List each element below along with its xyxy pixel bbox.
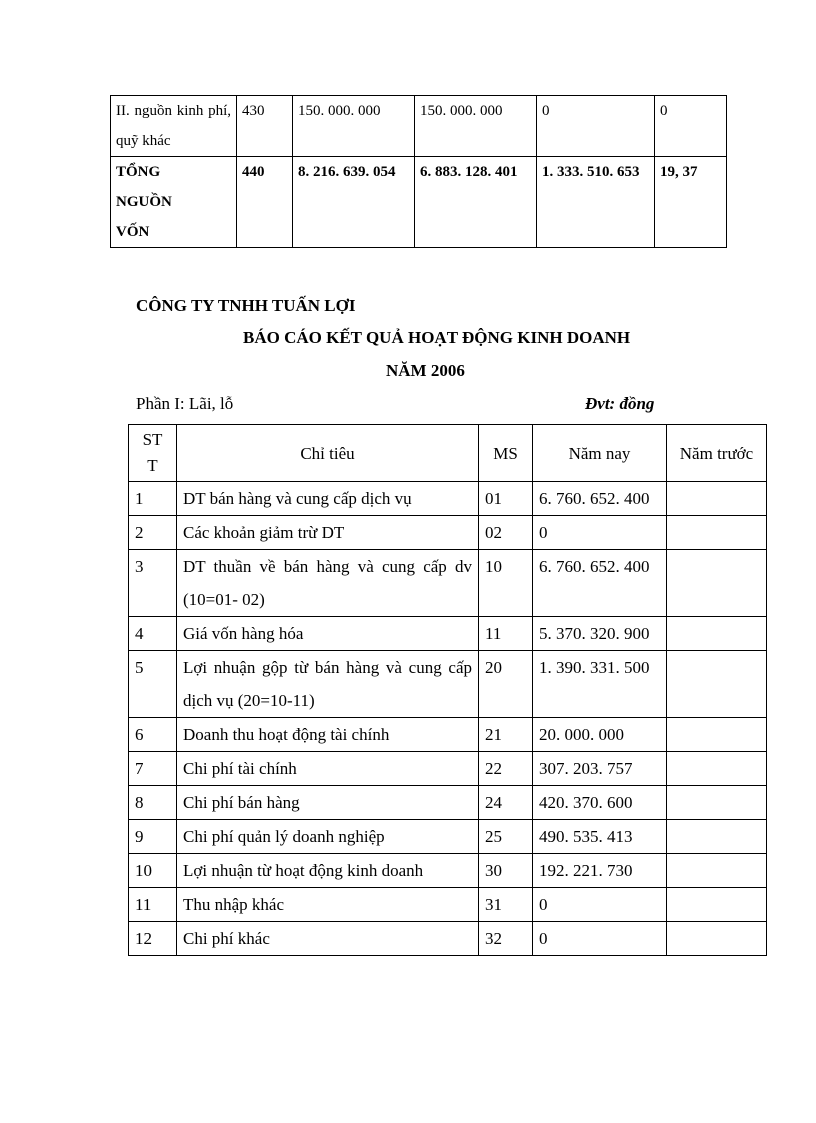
row-name: II. nguồn kinh phí, quỹ khác — [111, 96, 237, 157]
row-this-year: 0 — [533, 516, 667, 550]
header-last-year: Năm trước — [667, 425, 767, 482]
row-stt: 4 — [129, 617, 177, 651]
row-indicator: Doanh thu hoạt động tài chính — [177, 718, 479, 752]
row-stt: 8 — [129, 786, 177, 820]
row-value: 1. 333. 510. 653 — [537, 157, 655, 248]
row-ms: 30 — [479, 854, 533, 888]
row-value: 0 — [537, 96, 655, 157]
row-ms: 31 — [479, 888, 533, 922]
table-row — [129, 786, 767, 820]
row-ms: 440 — [237, 157, 293, 248]
table-row — [129, 752, 767, 786]
row-stt: 11 — [129, 888, 177, 922]
row-indicator: Các khoản giảm trừ DT — [177, 516, 479, 550]
header-stt-text: ST T — [142, 430, 163, 475]
table-header-row — [129, 425, 767, 482]
row-ms: 24 — [479, 786, 533, 820]
row-this-year: 307. 203. 757 — [533, 752, 667, 786]
row-value: 8. 216. 639. 054 — [293, 157, 415, 248]
row-stt: 10 — [129, 854, 177, 888]
table-row — [129, 820, 767, 854]
row-indicator: DT bán hàng và cung cấp dịch vụ — [177, 482, 479, 516]
row-last-year — [667, 617, 767, 651]
unit-label: Đvt: đồng — [585, 394, 655, 413]
table-row — [111, 157, 727, 248]
row-indicator: DT thuần về bán hàng và cung cấp dv (10=01- 02) — [177, 550, 479, 617]
row-ms: 22 — [479, 752, 533, 786]
row-this-year: 0 — [533, 888, 667, 922]
row-ms: 430 — [237, 96, 293, 157]
total-capital-label: TỔNG NGUỒN VỐN — [116, 164, 172, 240]
row-this-year: 20. 000. 000 — [533, 718, 667, 752]
balance-sheet-continuation-table — [110, 95, 727, 248]
row-ms: 02 — [479, 516, 533, 550]
row-last-year — [667, 651, 767, 718]
row-this-year: 5. 370. 320. 900 — [533, 617, 667, 651]
row-stt: 9 — [129, 820, 177, 854]
table-row — [129, 718, 767, 752]
header-this-year: Năm nay — [533, 425, 667, 482]
table-row — [129, 516, 767, 550]
row-indicator: Chi phí bán hàng — [177, 786, 479, 820]
row-stt: 12 — [129, 922, 177, 956]
row-last-year — [667, 718, 767, 752]
row-indicator: Lợi nhuận gộp từ bán hàng và cung cấp dịch vụ (20=10-11) — [177, 651, 479, 718]
row-ms: 11 — [479, 617, 533, 651]
row-indicator: Chi phí quản lý doanh nghiệp — [177, 820, 479, 854]
report-year: NĂM 2006 — [386, 361, 465, 380]
row-last-year — [667, 922, 767, 956]
row-value: 150. 000. 000 — [293, 96, 415, 157]
row-stt: 1 — [129, 482, 177, 516]
row-stt: 6 — [129, 718, 177, 752]
row-last-year — [667, 516, 767, 550]
row-last-year — [667, 786, 767, 820]
row-ms: 25 — [479, 820, 533, 854]
row-last-year — [667, 820, 767, 854]
header-ms: MS — [479, 425, 533, 482]
row-value: 0 — [655, 96, 727, 157]
header-stt — [129, 425, 177, 482]
row-ms: 20 — [479, 651, 533, 718]
row-last-year — [667, 888, 767, 922]
table-row — [111, 96, 727, 157]
report-table-body — [129, 482, 767, 956]
table-row — [129, 888, 767, 922]
row-stt: 2 — [129, 516, 177, 550]
row-ms: 01 — [479, 482, 533, 516]
row-this-year: 0 — [533, 922, 667, 956]
table-row — [129, 922, 767, 956]
table-row — [129, 854, 767, 888]
row-ms: 10 — [479, 550, 533, 617]
row-stt: 5 — [129, 651, 177, 718]
row-indicator: Lợi nhuận từ hoạt động kinh doanh — [177, 854, 479, 888]
row-this-year: 1. 390. 331. 500 — [533, 651, 667, 718]
row-value: 19, 37 — [655, 157, 727, 248]
row-last-year — [667, 752, 767, 786]
row-name — [111, 157, 237, 248]
row-this-year: 420. 370. 600 — [533, 786, 667, 820]
row-this-year: 6. 760. 652. 400 — [533, 550, 667, 617]
row-stt: 3 — [129, 550, 177, 617]
row-stt: 7 — [129, 752, 177, 786]
row-last-year — [667, 482, 767, 516]
row-this-year: 192. 221. 730 — [533, 854, 667, 888]
row-indicator: Chi phí khác — [177, 922, 479, 956]
row-this-year: 490. 535. 413 — [533, 820, 667, 854]
row-ms: 21 — [479, 718, 533, 752]
row-indicator: Giá vốn hàng hóa — [177, 617, 479, 651]
report-title: BÁO CÁO KẾT QUẢ HOẠT ĐỘNG KINH DOANH — [243, 328, 631, 347]
table-row — [129, 617, 767, 651]
row-indicator: Chi phí tài chính — [177, 752, 479, 786]
table-row — [129, 550, 767, 617]
income-statement-table — [128, 424, 767, 956]
row-last-year — [667, 854, 767, 888]
row-last-year — [667, 550, 767, 617]
row-indicator: Thu nhập khác — [177, 888, 479, 922]
part-label: Phần I: Lãi, lỗ — [136, 394, 234, 413]
table-row — [129, 482, 767, 516]
row-ms: 32 — [479, 922, 533, 956]
row-this-year: 6. 760. 652. 400 — [533, 482, 667, 516]
row-value: 6. 883. 128. 401 — [415, 157, 537, 248]
table-row — [129, 651, 767, 718]
row-value: 150. 000. 000 — [415, 96, 537, 157]
company-name: CÔNG TY TNHH TUẤN LỢI — [136, 296, 356, 315]
header-indicator: Chỉ tiêu — [177, 425, 479, 482]
